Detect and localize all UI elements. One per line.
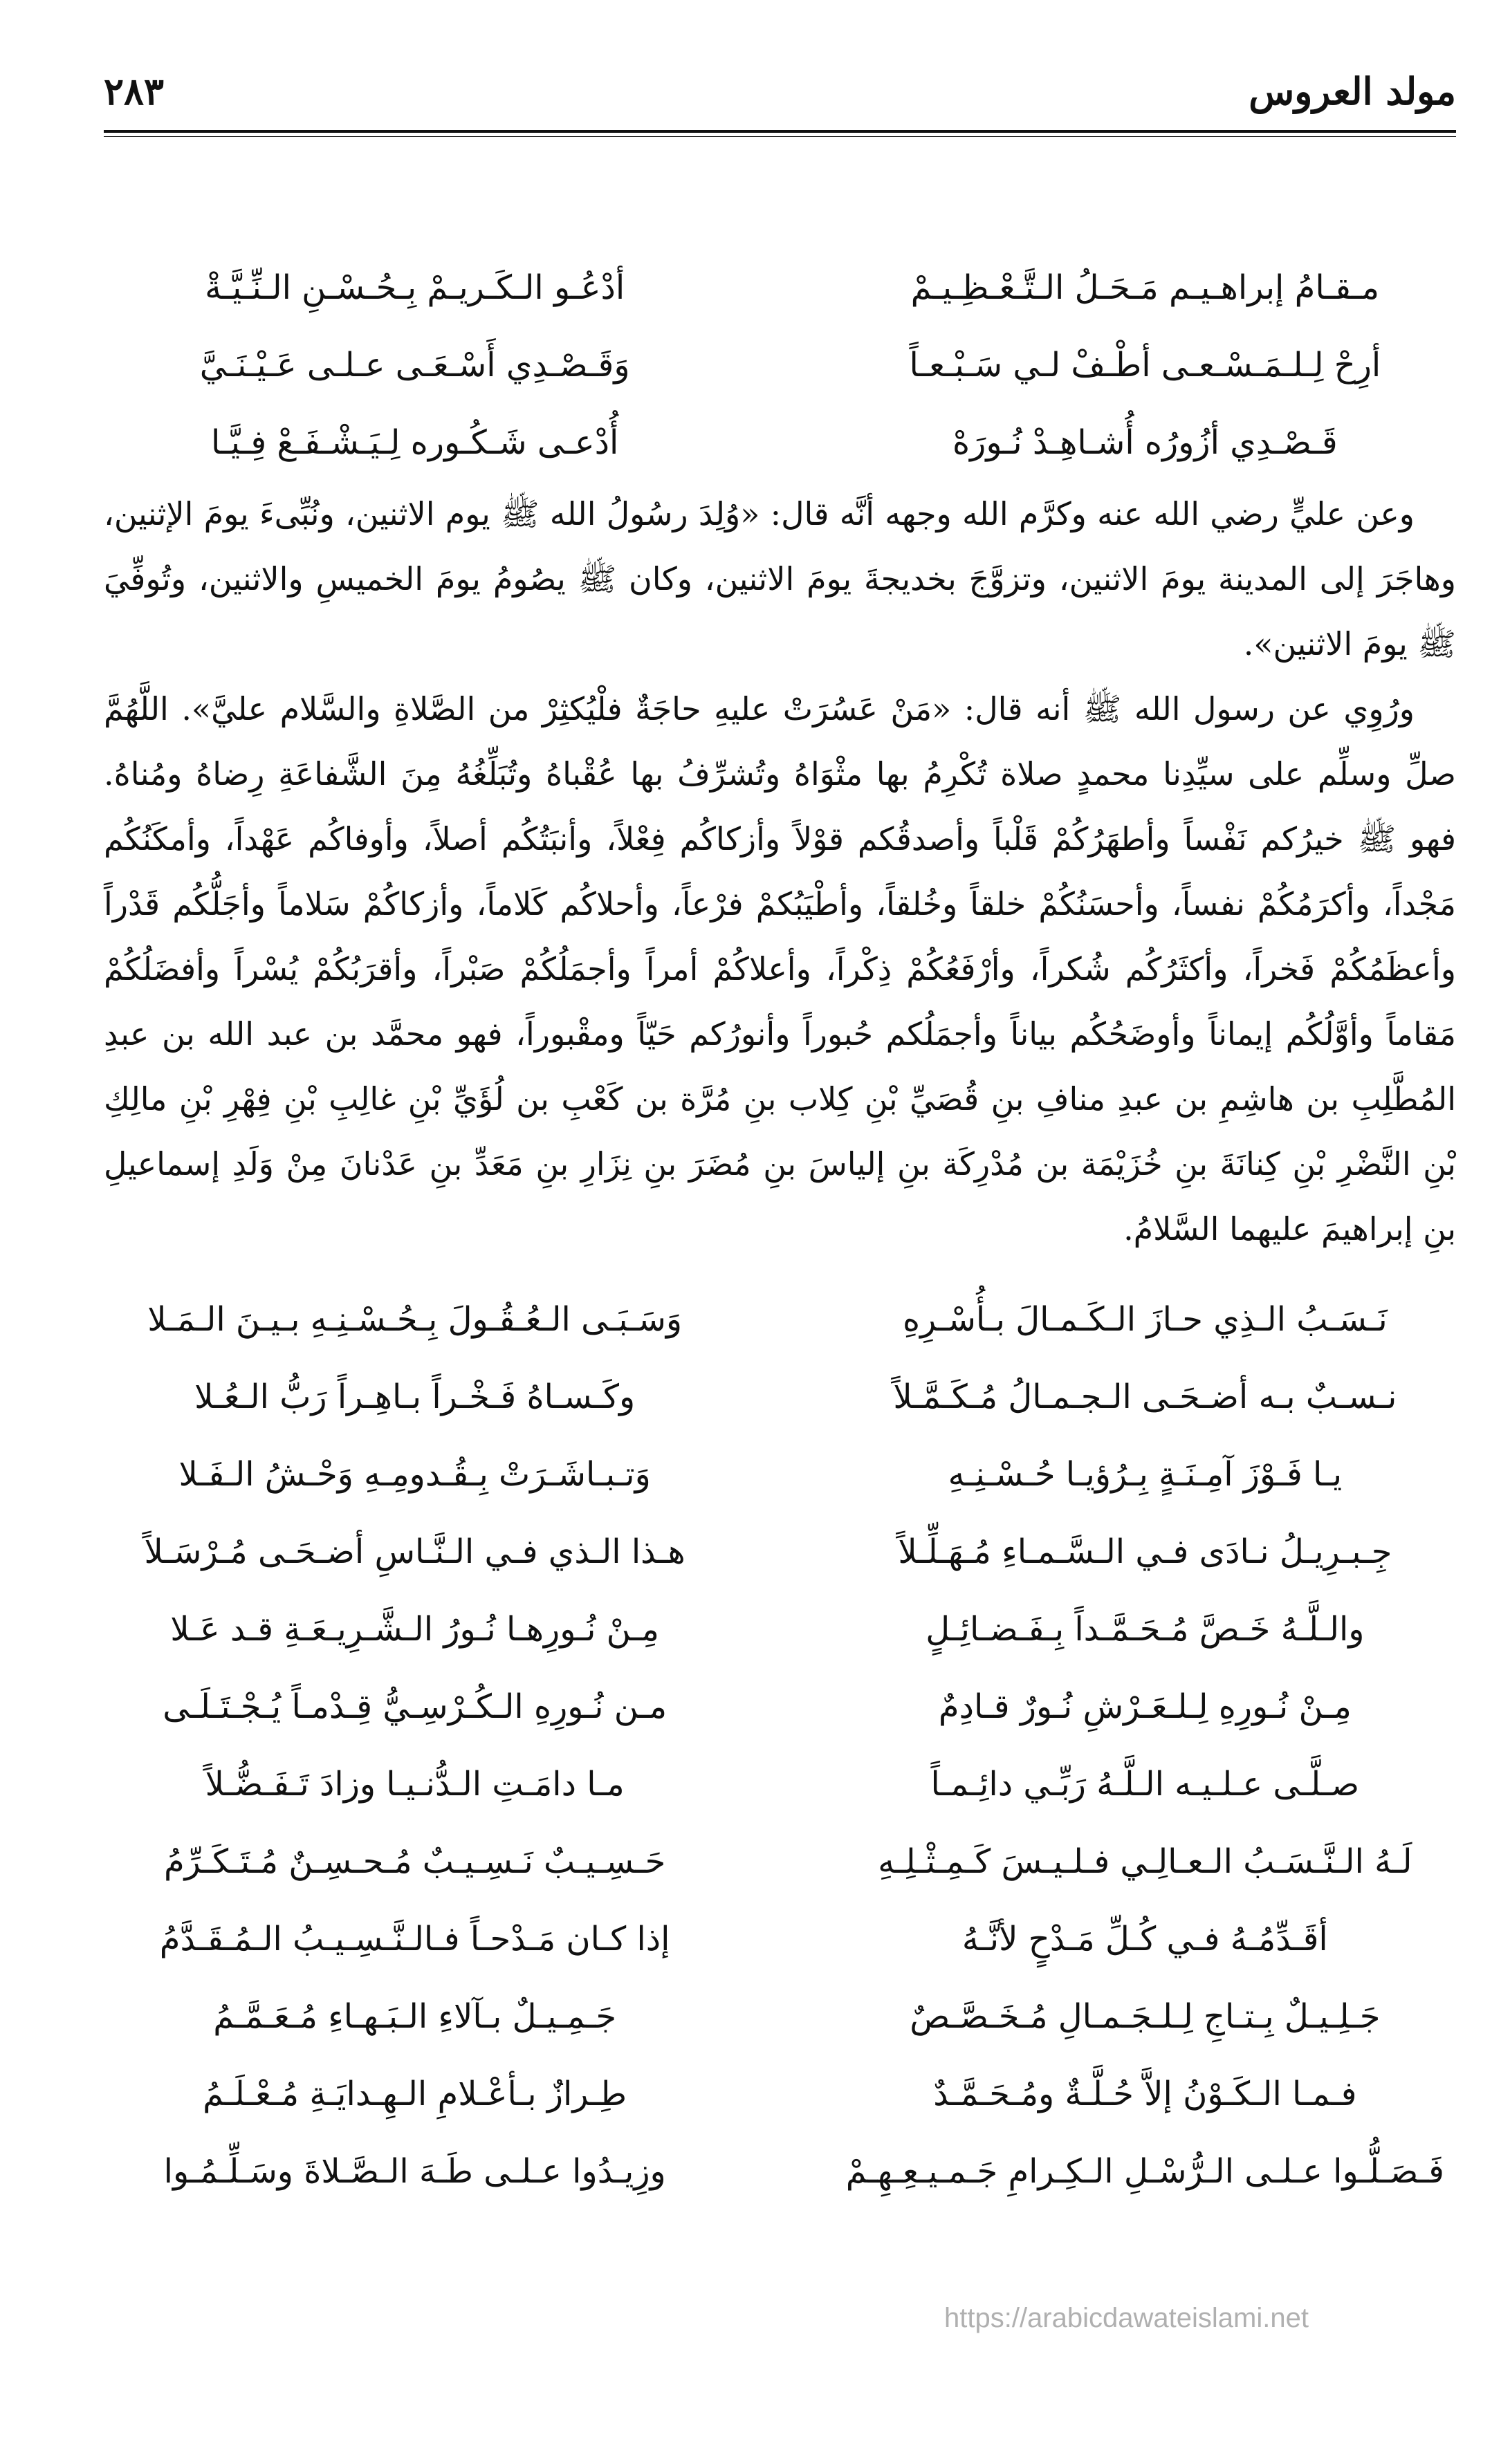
verse-line (104, 1978, 1456, 2055)
paragraph: وعن عليٍّ رضي الله عنه وكرَّم الله وجهه أنَّه قال: «وُلِدَ رسُولُ الله ﷺ يوم الاثنين، ونُبِّىءَ يومَ الإثنين، وهاجَرَ إلى المدينة يومَ الاثنين، وتزوَّجَ بخديجةَ يومَ الاثنين، وكان ﷺ يصُومُ يومَ الخميسِ والاثنين، وتُوفِّيَ ﷺ يومَ الاثنين». (104, 495, 1456, 663)
verse-right: جَـلِـيـلٌ بِـتـاجِ لِـلـجَـمـالِ مُـخَـصَّـصٌ (910, 1997, 1381, 2036)
verse-line (104, 404, 1456, 481)
verse-line (104, 1513, 1456, 1591)
page-header (104, 48, 1456, 124)
verse-line (104, 1823, 1456, 1900)
verse-left: وزِيـدُوا عـلـى طَـهَ الـصَّـلاةَ وسَـلِّـمُـوا (163, 2152, 666, 2191)
verse-line (104, 326, 1456, 404)
verse-right: نـسـبٌ بـه أضـحَـى الـجـمـالُ مُـكَـمَّـلاً (893, 1378, 1397, 1416)
verse-line (104, 1900, 1456, 1978)
poem-top (104, 249, 1456, 481)
verse-line (104, 1281, 1456, 1358)
verse-left: وكَـسـاهُ فَـخْـراً بـاهِـراً رَبُّ الـعُـلا (194, 1378, 636, 1416)
verse-left: وَقَـصْـدِي أَسْـعَـى عـلـى عَـيْـنَـيَّ (199, 346, 630, 385)
verse-line (104, 249, 1456, 326)
verse-right: مـقـامُ إبراهـيـم مَـحَـلُ الـتَّـعْـظِـيـمْ (910, 268, 1380, 307)
verse-left: هـذا الـذي فـي الـنَّـاسِ أضـحَـى مُـرْسَـلاً (144, 1532, 685, 1571)
verse-left: طِـرازٌ بـأعْـلامِ الـهِـدايَـةِ مُـعْـلَـمُ (203, 2075, 627, 2113)
header-rule (104, 130, 1456, 133)
verse-line (104, 2133, 1456, 2210)
page-number: ٢٨٣ (104, 69, 165, 113)
running-title: مولد العروس (1249, 69, 1456, 113)
paragraph: ورُوِي عن رسول الله ﷺ أنه قال: «مَنْ عَسُرَتْ عليهِ حاجَةٌ فلْيُكثِرْ من الصَّلاةِ والسَّلام عليَّ». اللَّهُمَّ صلِّ وسلِّم على سيِّدِنا محمدٍ صلاة تُكْرِمُ بها مثْوَاهُ وتُشرِّفُ بها عُقْباهُ وتُبَلِّغُهُ مِنَ الشَّفاعَةِ رِضاهُ ومُناهُ. فهو ﷺ خيرُكم نَفْساً وأطهَرُكُمْ قَلْباً وأصدقُكم قوْلاً وأزكاكُم فِعْلاً، وأنبَتُكُم أصلاً، وأوفاكُم عَهْداً، وأمكَنُكُم مَجْداً، وأكرَمُكُمْ نفساً، وأحسَنُكُمْ خلقاً وخُلقاً، وأطْيَبُكمْ فرْعاً، وأحلاكُم كَلاماً، وأزكاكُمْ سَلاماً وأجَلُّكُم قَدْراً وأعظَمُكُمْ فَخراً، وأكثَرُكُم شُكراً، وأرْفَعُكُمْ ذِكْراً، وأعلاكُمْ أمراً وأجمَلُكُمْ صَبْراً، وأقرَبُكُمْ يُسْراً وأفضَلُكُمْ مَقاماً وأوَّلُكُم إيماناً وأوضَحُكُم بياناً وأجمَلُكم حُبوراً وأنورُكم حَيّاً ومقْبوراً، فهو محمَّد بن عبد الله بن عبدِ المُطَّلِبِ بن هاشِمِ بن عبدِ منافِ بنِ قُصَيِّ بْنِ كِلاب بنِ مُرَّة بن كَعْبِ بن لُؤَيِّ بْنِ غالِبِ بْنِ فِهْرِ بْنِ مالِكِ بْنِ النَّضْرِ بْنِ كِنانَةَ بنِ خُزَيْمَة بن مُدْرِكَة بنِ إلياسَ بنِ مُضَرَ بنِ نِزَارِ بنِ مَعَدِّ بنِ عَدْنانَ مِنْ وَلَدِ إسماعيلِ بنِ إبراهيمَ عليهما السَّلامُ. (104, 690, 1456, 1248)
verse-left: أُدْعـى شَـكُـوره لِـيَـشْـفَـعْ فِـيَّـا (210, 423, 619, 462)
verse-right: فـمـا الـكَـوْنُ إلاَّ حُـلَّـةٌ ومُـحَـمَّـدٌ (933, 2075, 1357, 2113)
verse-right: جِـبـرِيـلُ نـادَى فـي الـسَّـمـاءِ مُـهَـلِّـلاً (898, 1532, 1392, 1571)
verse-line (104, 2055, 1456, 2133)
verse-left: إذا كـان مَـدْحـاً فـالـنَّـسِـيـبُ الـمُـقَـدَّمُ (159, 1920, 670, 1958)
verse-line (104, 1436, 1456, 1513)
verse-line (104, 1745, 1456, 1823)
verse-left: وَسَـبَـى الـعُـقُـولَ بِـحُـسْـنِـهِ بـيـنَ الـمَـلا (147, 1300, 683, 1339)
verse-right: والـلَّـهُ خَـصَّ مُـحَـمَّـداً بِـفَـضـائِـلٍ (926, 1610, 1365, 1649)
verse-right: أرِحْ لِـلـمَـسْـعـى أطْـفْ لـي سَـبْـعـاً (909, 346, 1381, 385)
verse-left: حَـسِـيـبٌ نَـسِـيـبٌ مُـحـسِـنٌ مُـتَـكَـرِّمُ (163, 1842, 666, 1881)
poem-bottom (104, 1281, 1456, 2210)
verse-right: أقَـدِّمُـهُ فـي كُـلِّ مَـدْحٍ لأنَّـهُ (961, 1920, 1328, 1958)
header-rule-thin (104, 136, 1456, 137)
verse-right: مِـنْ نُـورِهِ لِـلـعَـرْشِ نُـورٌ قـادِمٌ (938, 1687, 1352, 1726)
verse-left: جَـمِـيـلٌ بـآلاءِ الـبَـهـاءِ مُـعَـمَّـمُ (213, 1997, 617, 2036)
verse-right: نَـسَـبُ الـذِي حـازَ الـكَـمـالَ بـأُسْـرِهِ (903, 1300, 1388, 1339)
verse-right: قَـصْـدِي أزُورُه أُشـاهِـدْ نُـورَهْ (952, 423, 1338, 462)
verse-right: صـلَّـى عـلـيـه الـلَّـهُ رَبِّـي دائِـمـاً (930, 1765, 1360, 1804)
verse-right: يـا فَـوْزَ آمِـنَـةٍ بِـرُؤيـا حُـسْـنِـهِ (948, 1455, 1343, 1494)
verse-line (104, 1358, 1456, 1436)
verse-left: مـا دامَـتِ الـدُّنـيـا وزادَ تَـفَـضُّـلاً (205, 1765, 625, 1804)
verse-line (104, 1591, 1456, 1668)
verse-left: مـن نُـورِهِ الـكُـرْسِـيُّ قِـدْمـاً يُـجْـتَـلَـى (163, 1687, 667, 1726)
watermark-url[interactable]: https://arabicdawateislami.net (944, 2303, 1309, 2333)
verse-line (104, 1668, 1456, 1745)
book-page (104, 48, 1456, 2414)
verse-left: مِـنْ نُـورِهـا نُـورُ الـشَّـرِيـعَـةِ قـد عَـلا (170, 1610, 659, 1649)
prose-section (104, 481, 1456, 1261)
verse-right: فَـصَـلُّـوا عـلـى الـرُّسْـلِ الـكِـرامِ جَـمـيـعِـهِـمْ (845, 2152, 1444, 2191)
verse-right: لَـهُ الـنَّـسَـبُ الـعـالِـي فـلـيـسَ كَـمِـثْـلِـهِ (878, 1842, 1412, 1881)
verse-left: أدْعُـو الـكَـريـمْ بِـحُـسْـنِ الـنِّـيَّـةْ (205, 268, 625, 307)
verse-left: وَتـبـاشَـرَتْ بِـقُـدومِـهِ وَحْـشُ الـفَـلا (178, 1455, 651, 1494)
